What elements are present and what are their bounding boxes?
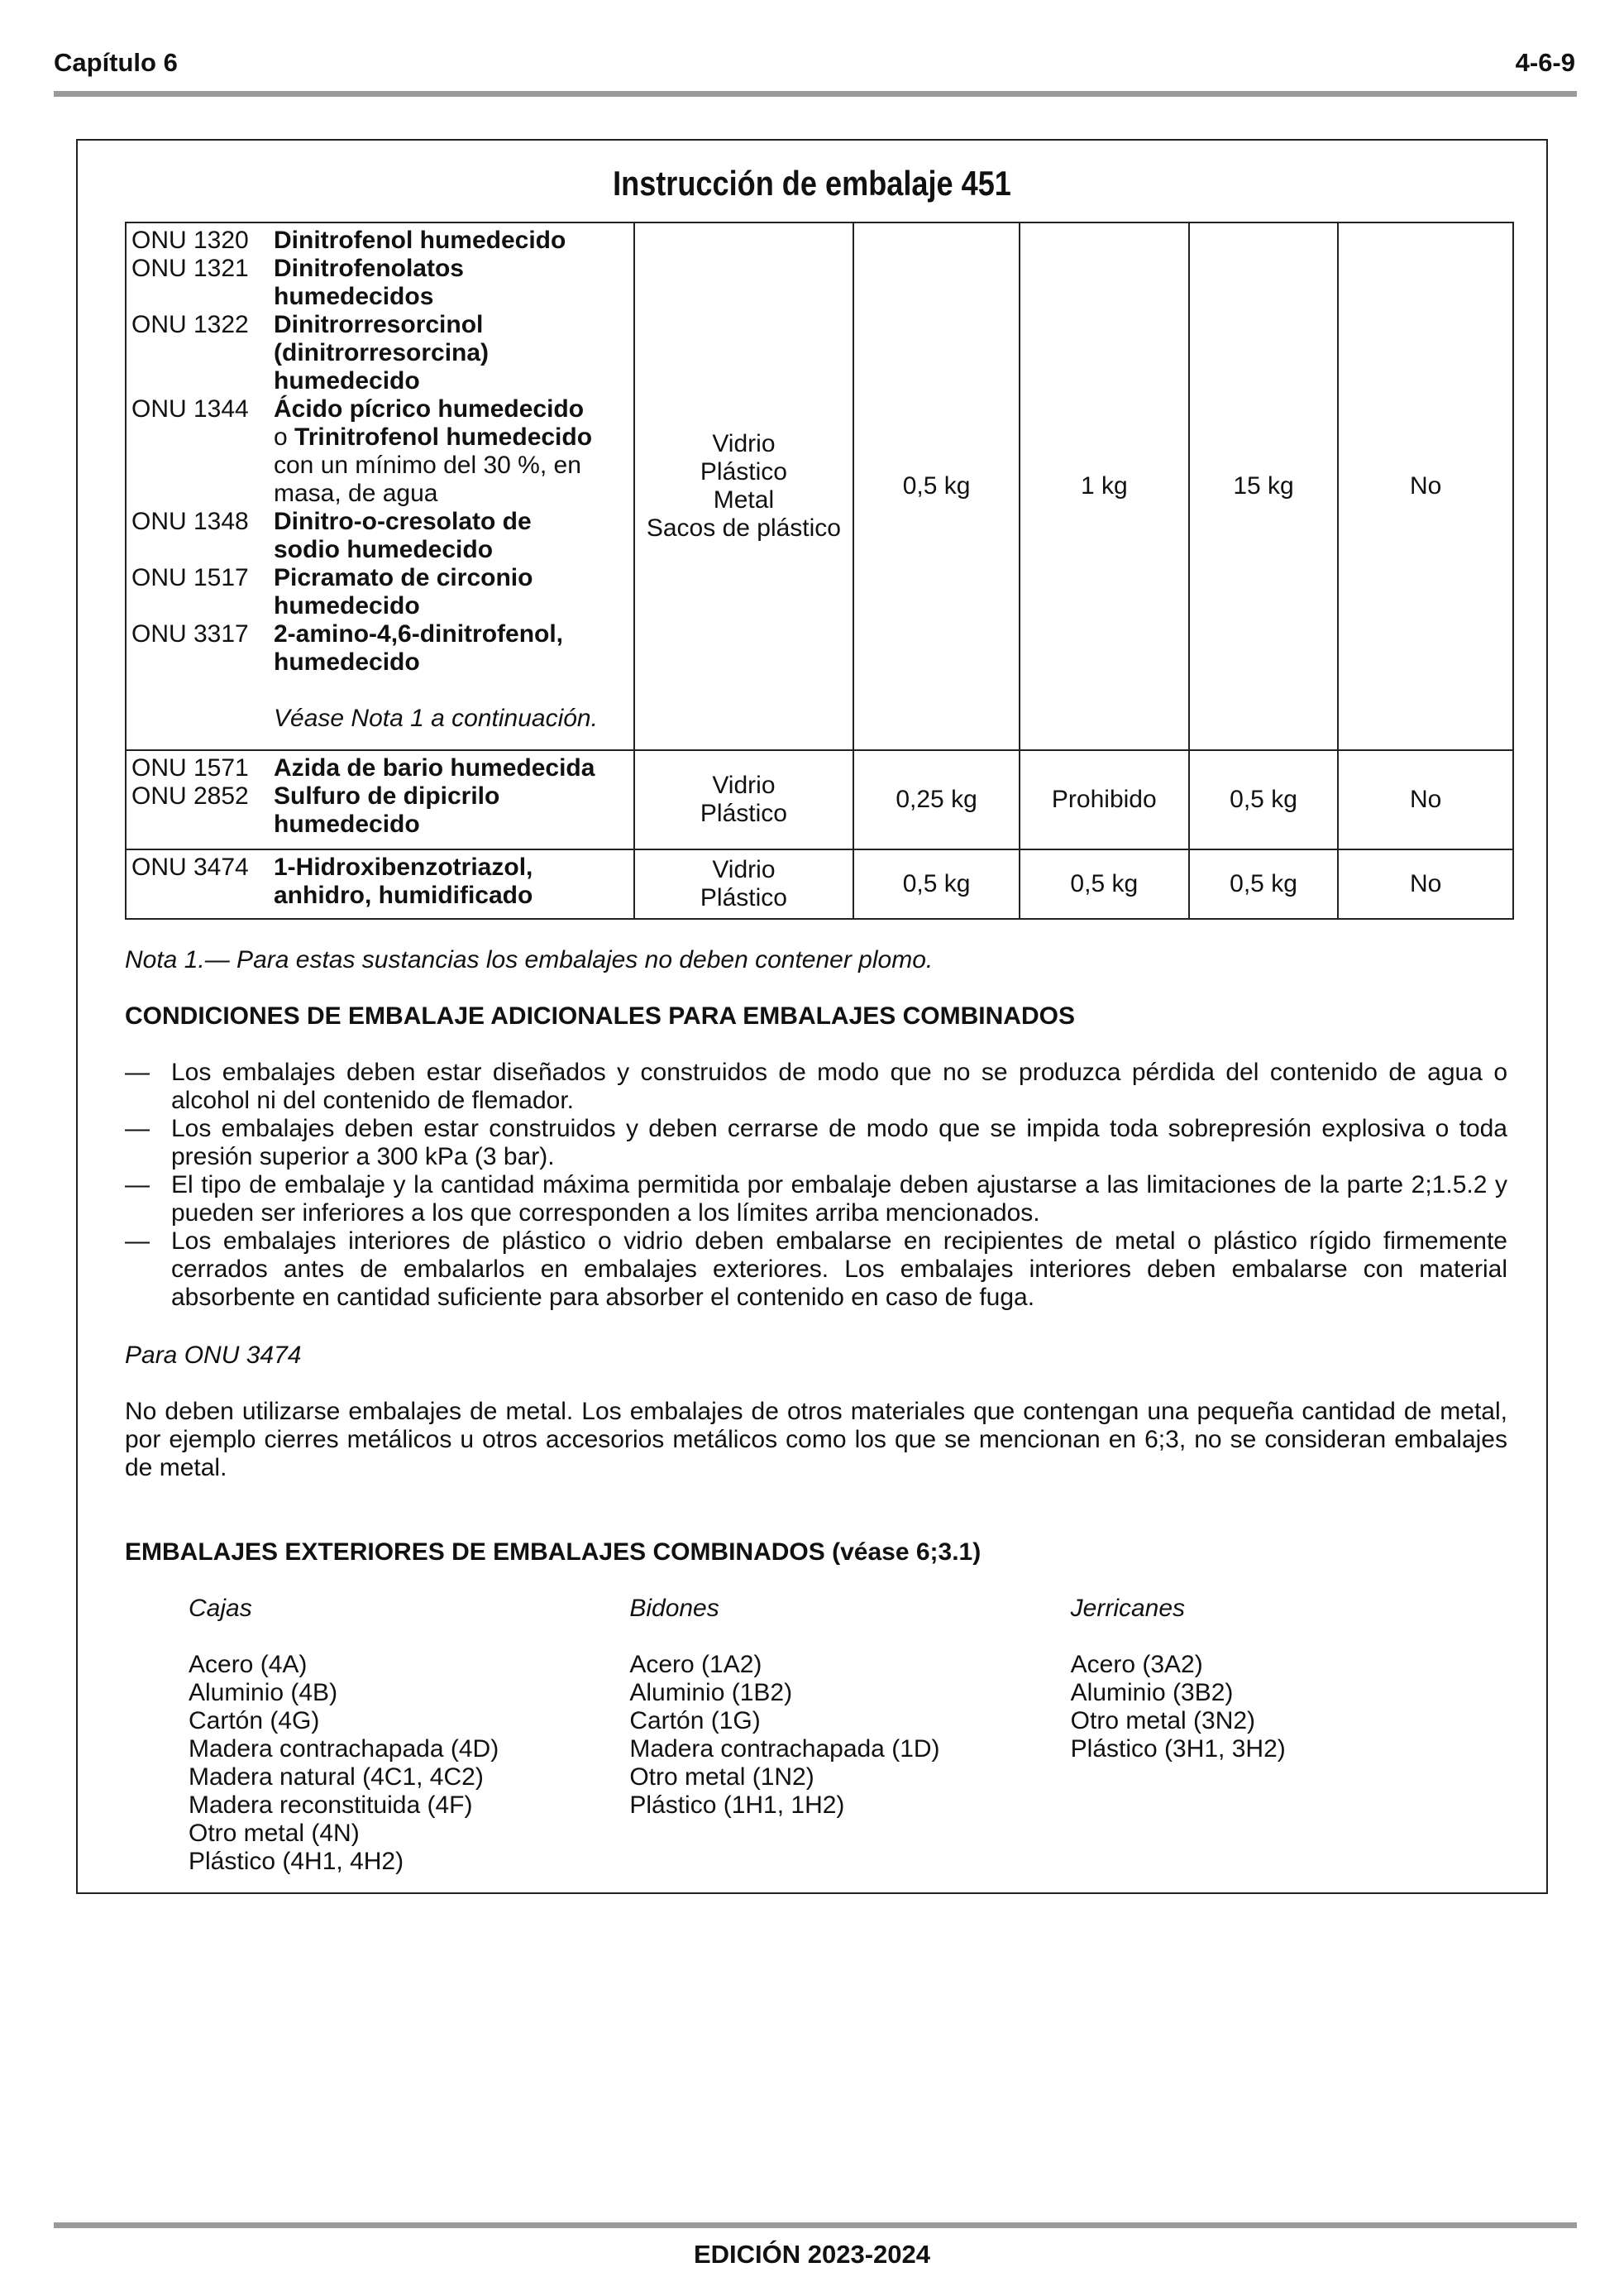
condition-item xyxy=(125,1227,1507,1312)
total-cargo-cell: 15 kg xyxy=(1189,222,1339,750)
substance-line xyxy=(131,480,628,508)
substance-name-text: Dinitrorresorcinol xyxy=(274,311,484,338)
substance-line xyxy=(131,754,628,782)
substance-name xyxy=(274,480,628,508)
packaging-item: Madera natural (4C1, 4C2) xyxy=(189,1763,484,1791)
substance-name-text: Trinitrofenol humedecido xyxy=(294,423,593,451)
packaging-cell xyxy=(634,849,854,919)
un-number: ONU 1321 xyxy=(131,255,249,282)
packaging-item: Plástico (4H1, 4H2) xyxy=(189,1848,404,1875)
packaging-cell xyxy=(634,222,854,750)
un-number xyxy=(131,592,274,620)
total-passenger-cell: 1 kg xyxy=(1020,222,1189,750)
table-row xyxy=(126,750,1513,849)
un-number: ONU 1571 xyxy=(131,754,249,782)
substance-line xyxy=(131,854,628,882)
un-number xyxy=(131,536,274,564)
packaging-column xyxy=(1071,1595,1512,1876)
header-rule xyxy=(54,91,1577,97)
substance-name-text: Picramato de circonio xyxy=(274,564,533,591)
substance-name-text: Ácido pícrico humedecido xyxy=(274,395,585,423)
substance-note-text: masa, de agua xyxy=(274,480,438,507)
additional-conditions-list xyxy=(125,1059,1507,1312)
substance-line xyxy=(131,536,628,564)
packaging-item: Acero (1A2) xyxy=(629,1651,762,1678)
un-number xyxy=(131,452,274,480)
substance-name-text: (dinitrorresorcina) xyxy=(274,339,490,366)
packaging-type: Metal xyxy=(713,486,775,514)
substance-name-text: anhidro, humidificado xyxy=(274,882,533,909)
un-number xyxy=(131,283,274,311)
substance-line xyxy=(131,782,628,811)
substance-name xyxy=(274,882,628,910)
substance-line xyxy=(131,255,628,283)
un-number: ONU 1344 xyxy=(131,395,249,423)
packaging-item: Otro metal (3N2) xyxy=(1070,1707,1256,1734)
packaging-item: Cartón (1G) xyxy=(629,1707,761,1734)
substance-line xyxy=(131,882,628,910)
flag-cell: No xyxy=(1338,222,1513,750)
substance-name xyxy=(274,620,628,648)
packaging-item: Madera contrachapada (4D) xyxy=(189,1735,499,1763)
substance-name-text: 1-Hidroxibenzotriazol, xyxy=(274,854,533,881)
substance-name-text: humedecido xyxy=(274,811,420,838)
total-passenger-cell: 0,5 kg xyxy=(1020,849,1189,919)
total-cargo-cell: 0,5 kg xyxy=(1189,849,1339,919)
substances-cell xyxy=(126,849,634,919)
substance-name-text: Dinitrofenol humedecido xyxy=(274,227,566,254)
substance-line xyxy=(131,620,628,648)
substance-name-text: Dinitro-o-cresolato de xyxy=(274,508,532,535)
un3474-text: No deben utilizarse embalajes de metal. Los embalajes de otros materiales que contengan una pequeña cantidad de metal, por ejemplo cierres metálicos u otros accesorios metálicos como los que se mencionan en 6;3, no se consideran embalajes de metal. xyxy=(125,1398,1507,1481)
substance-line xyxy=(131,508,628,536)
substance-name-text: humedecidos xyxy=(274,283,434,310)
substance-name xyxy=(274,255,628,283)
substance-name xyxy=(274,339,628,367)
substance-line xyxy=(131,367,628,395)
substance-line xyxy=(131,423,628,452)
substance-line xyxy=(131,311,628,339)
substance-line xyxy=(131,339,628,367)
substance-name-text: humedecido xyxy=(274,367,420,395)
outer-packagings-columns xyxy=(189,1595,1512,1876)
substance-name xyxy=(274,311,628,339)
substance-line xyxy=(131,592,628,620)
column-title: Cajas xyxy=(189,1595,252,1622)
substance-line xyxy=(131,811,628,839)
outer-packagings-heading: EMBALAJES EXTERIORES DE EMBALAJES COMBINADOS (véase 6;3.1) xyxy=(125,1538,982,1566)
note-1: Nota 1.— Para estas sustancias los embalajes no deben contener plomo. xyxy=(125,946,934,973)
packaging-item: Otro metal (4N) xyxy=(189,1820,360,1847)
substance-name xyxy=(274,452,628,480)
packing-table xyxy=(125,222,1514,920)
substances-cell xyxy=(126,750,634,849)
un-number xyxy=(131,339,274,367)
dash-mark: — xyxy=(125,1059,150,1086)
dash-mark: — xyxy=(125,1171,150,1198)
total-cargo-cell: 0,5 kg xyxy=(1189,750,1339,849)
substance-line xyxy=(131,648,628,677)
packaging-item: Acero (4A) xyxy=(189,1651,308,1678)
flag-cell: No xyxy=(1338,750,1513,849)
packaging-type: Sacos de plástico xyxy=(646,514,841,542)
un-number xyxy=(131,367,274,395)
packaging-type: Vidrio xyxy=(712,772,776,799)
flag-cell: No xyxy=(1338,849,1513,919)
inner-quantity-cell: 0,5 kg xyxy=(853,849,1020,919)
column-title: Jerricanes xyxy=(1070,1595,1186,1622)
substance-name xyxy=(274,854,628,882)
un-number xyxy=(131,882,274,910)
condition-item xyxy=(125,1115,1507,1171)
un-number: ONU 1322 xyxy=(131,311,249,338)
instruction-title: Instrucción de embalaje 451 xyxy=(613,164,1011,203)
un-number: ONU 3474 xyxy=(131,854,249,881)
packaging-item: Plástico (1H1, 1H2) xyxy=(629,1791,845,1819)
dash-mark: — xyxy=(125,1115,150,1142)
substance-name xyxy=(274,564,628,592)
un-number: ONU 3317 xyxy=(131,620,249,648)
packaging-item: Cartón (4G) xyxy=(189,1707,320,1734)
un-number: ONU 1517 xyxy=(131,564,249,591)
substance-name-text: humedecido xyxy=(274,592,420,619)
packaging-item: Aluminio (3B2) xyxy=(1070,1679,1234,1706)
substance-name xyxy=(274,754,628,782)
footer-rule xyxy=(54,2222,1577,2228)
substance-name-text: sodio humedecido xyxy=(274,536,494,563)
packaging-type: Plástico xyxy=(700,884,787,911)
see-note-text: Véase Nota 1 a continuación. xyxy=(274,705,598,732)
packaging-type: Plástico xyxy=(700,458,787,486)
substance-name xyxy=(274,283,628,311)
condition-text: El tipo de embalaje y la cantidad máxima permitida por embalaje deben ajustarse a las limitaciones de la parte 2;1.5.2 y pueden ser inferiores a los que corresponden a los límites arriba mencionados. xyxy=(171,1171,1507,1227)
condition-item xyxy=(125,1059,1507,1115)
un-number xyxy=(131,648,274,677)
packaging-item: Madera reconstituida (4F) xyxy=(189,1791,473,1819)
total-passenger-cell: Prohibido xyxy=(1020,750,1189,849)
additional-conditions-heading: CONDICIONES DE EMBALAJE ADICIONALES PARA EMBALAJES COMBINADOS xyxy=(125,1002,1075,1030)
packaging-type: Plástico xyxy=(700,800,787,827)
substance-name xyxy=(274,423,628,452)
substance-name xyxy=(274,592,628,620)
packaging-type: Vidrio xyxy=(712,856,776,883)
un-number: ONU 1348 xyxy=(131,508,249,535)
packaging-column xyxy=(189,1595,629,1876)
condition-text: Los embalajes deben estar construidos y deben cerrarse de modo que se impida toda sobrepresión explosiva o toda presión superior a 300 kPa (3 bar). xyxy=(171,1115,1507,1170)
substance-prefix: o xyxy=(274,423,295,451)
substance-name xyxy=(274,648,628,677)
un-number xyxy=(131,423,274,452)
inner-quantity-cell: 0,25 kg xyxy=(853,750,1020,849)
un3474-heading: Para ONU 3474 xyxy=(125,1342,302,1369)
packaging-item: Otro metal (1N2) xyxy=(629,1763,814,1791)
packaging-item: Plástico (3H1, 3H2) xyxy=(1070,1735,1286,1763)
condition-text: Los embalajes interiores de plástico o vidrio deben embalarse en recipientes de metal o plástico rígido firmemente cerrados antes de embalarlos en embalajes exteriores. Los embalajes interiores deben embalarse con material absorbente en cantidad suficiente para absorber el contenido en caso de fuga. xyxy=(171,1227,1507,1311)
substance-name xyxy=(274,395,628,423)
packaging-item: Madera contrachapada (1D) xyxy=(629,1735,940,1763)
table-row xyxy=(126,849,1513,919)
packaging-item: Acero (3A2) xyxy=(1070,1651,1203,1678)
inner-quantity-cell: 0,5 kg xyxy=(853,222,1020,750)
column-title: Bidones xyxy=(629,1595,719,1622)
table-row xyxy=(126,222,1513,750)
substance-line xyxy=(131,564,628,592)
packaging-type: Vidrio xyxy=(712,430,776,457)
un-number: ONU 2852 xyxy=(131,782,249,810)
substance-note-text: con un mínimo del 30 %, en xyxy=(274,452,581,479)
un-number xyxy=(131,480,274,508)
substance-line xyxy=(131,395,628,423)
substance-name xyxy=(274,367,628,395)
substance-name xyxy=(274,536,628,564)
substance-name xyxy=(274,227,628,255)
substance-line xyxy=(131,283,628,311)
packaging-item: Aluminio (1B2) xyxy=(629,1679,793,1706)
substances-cell xyxy=(126,222,634,750)
chapter-label: Capítulo 6 xyxy=(54,48,178,77)
substance-name-text: humedecido xyxy=(274,648,420,676)
dash-mark: — xyxy=(125,1227,150,1255)
substance-name-text: Dinitrofenolatos xyxy=(274,255,464,282)
substance-name-text: Azida de bario humedecida xyxy=(274,754,595,782)
un-number: ONU 1320 xyxy=(131,227,249,254)
packaging-column xyxy=(629,1595,1070,1876)
packaging-cell xyxy=(634,750,854,849)
packaging-item: Aluminio (4B) xyxy=(189,1679,338,1706)
condition-text: Los embalajes deben estar diseñados y construidos de modo que no se produzca pérdida del contenido de agua o alcohol ni del contenido de flemador. xyxy=(171,1059,1507,1114)
substance-line xyxy=(131,227,628,255)
substance-name xyxy=(274,811,628,839)
un-number xyxy=(131,811,274,839)
edition-footer: EDICIÓN 2023-2024 xyxy=(693,2240,931,2269)
page-number: 4-6-9 xyxy=(1515,48,1575,77)
substance-name-text: 2-amino-4,6-dinitrofenol, xyxy=(274,620,564,648)
substance-name xyxy=(274,782,628,811)
condition-item xyxy=(125,1171,1507,1227)
page-header xyxy=(54,48,1575,78)
substance-line xyxy=(131,452,628,480)
substance-name xyxy=(274,508,628,536)
substance-name-text: Sulfuro de dipicrilo xyxy=(274,782,500,810)
